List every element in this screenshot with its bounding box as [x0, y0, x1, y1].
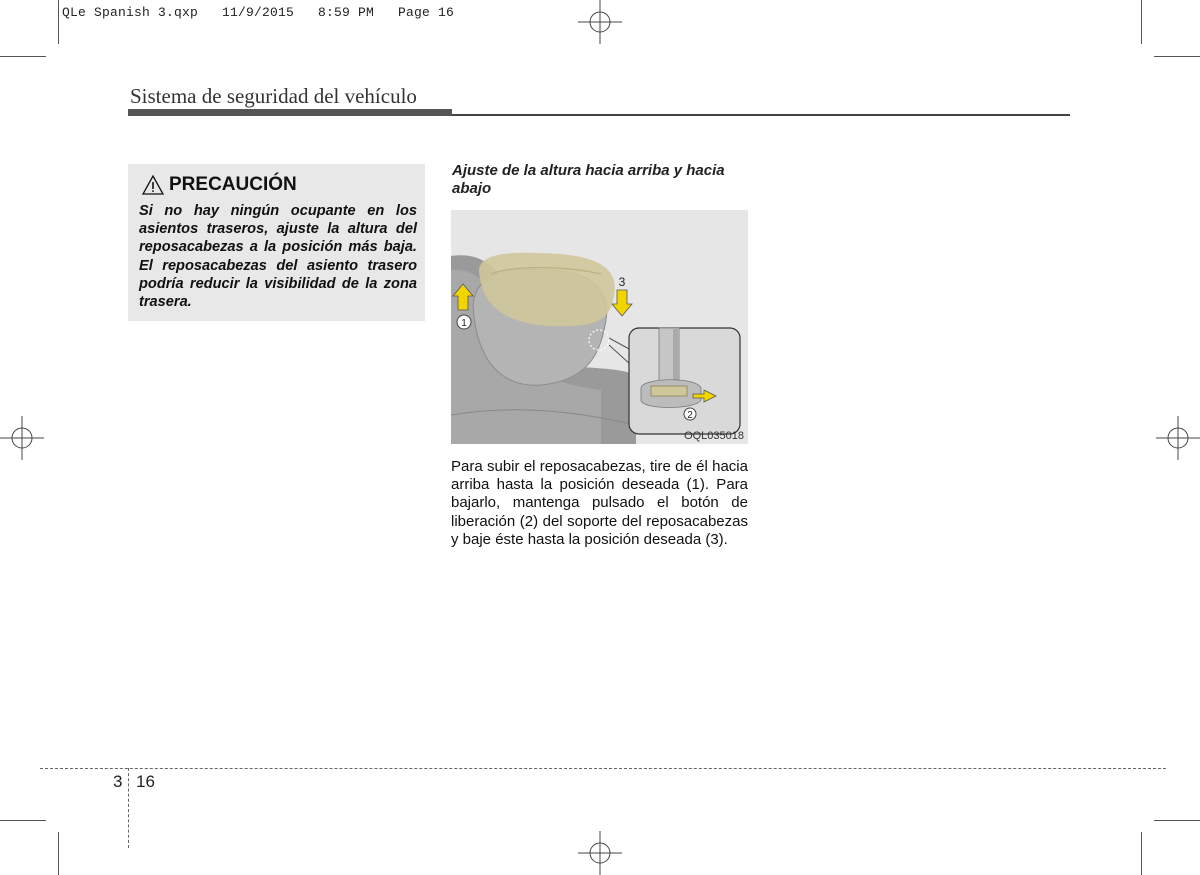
crop-mark: [58, 832, 59, 875]
print-slug: QLe Spanish 3.qxp 11/9/2015 8:59 PM Page 16: [62, 5, 455, 20]
crop-mark: [1154, 820, 1200, 821]
crop-mark: [58, 0, 59, 44]
crop-mark: [1154, 56, 1200, 57]
procedure-text: Para subir el reposacabezas, tire de él hacia arriba hasta la posición deseada (1). Para bajarlo, mantenga pulsado el botón de liberación (2) del soporte del reposacabezas y baje éste hasta la posición deseada (3).: [451, 458, 748, 548]
caution-heading: [142, 174, 297, 196]
crop-mark: [0, 820, 46, 821]
crop-mark: [1141, 832, 1142, 875]
registration-mark-icon: [0, 416, 44, 460]
callout-3: 3: [618, 275, 626, 289]
registration-mark-icon: [578, 0, 622, 44]
footer-divider: [128, 768, 129, 848]
section-title: Sistema de seguridad del vehículo: [130, 84, 417, 108]
caution-box: [128, 164, 425, 321]
warning-triangle-icon: [142, 175, 164, 195]
crop-mark: [0, 56, 46, 57]
procedure-heading: Ajuste de la altura hacia arriba y hacia abajo: [452, 162, 725, 197]
caution-heading-text: PRECAUCIÓN: [169, 174, 297, 195]
page-number: 16: [136, 772, 155, 791]
chapter-number: 3: [113, 772, 123, 791]
figure-code: OQL035018: [684, 430, 744, 442]
header-rule-accent: [128, 109, 452, 116]
registration-mark-icon: [1156, 416, 1200, 460]
caution-text: Si no hay ningún ocupante en los asientos traseros, ajuste la altura del reposacabezas a la posición más baja. El reposacabezas del asiento trasero podría reducir la visibilidad de la zona trasera.: [139, 203, 417, 311]
callout-2: 2: [687, 410, 693, 421]
footer-rule: [40, 768, 1166, 769]
callout-1: 1: [461, 318, 467, 329]
registration-mark-icon: [578, 831, 622, 875]
headrest-illustration: [451, 210, 748, 444]
crop-mark: [1141, 0, 1142, 44]
